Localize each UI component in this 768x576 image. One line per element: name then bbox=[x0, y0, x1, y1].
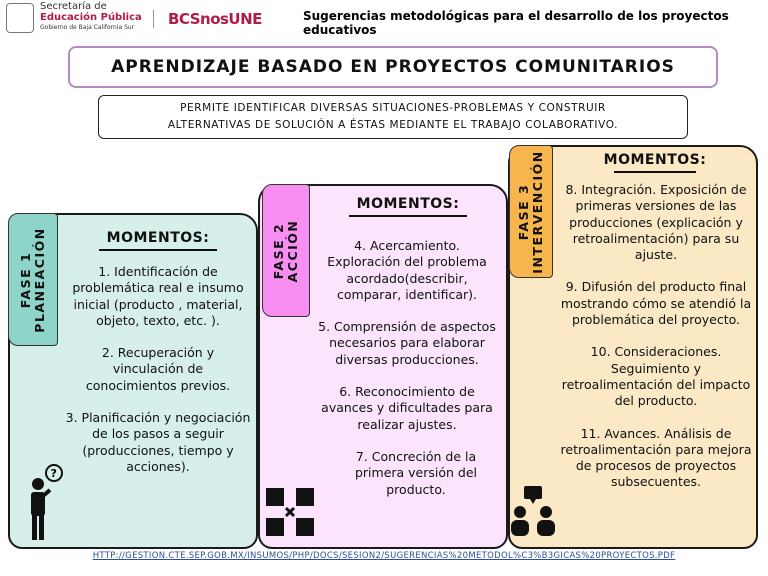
moment-item: 7. Concreción de la primera versión del producto. bbox=[354, 448, 478, 497]
moment-item: 11. Avances. Análisis de retroalimentación para mejora de procesos de proyectos subsecuentes. bbox=[560, 425, 752, 490]
org-line-3: Gobierno de Baja California Sur bbox=[40, 24, 135, 31]
moment-item: 5. Comprensión de aspectos necesarios para elaborar diversas producciones. bbox=[318, 319, 496, 367]
header-divider bbox=[153, 10, 154, 28]
subtitle-line: PERMITE IDENTIFICAR DIVERSAS SITUACIONES-PROBLEMAS Y CONSTRUIR bbox=[180, 102, 606, 114]
heading-underline bbox=[614, 171, 696, 173]
moments-heading: MOMENTOS: bbox=[106, 230, 210, 246]
moment-item: 6. Reconocimiento de avances y dificultades para realizar ajustes. bbox=[321, 384, 493, 432]
org-line-1: Secretaría de bbox=[40, 1, 107, 12]
phase-2-tab bbox=[262, 184, 310, 317]
moment-item: 1. Identificación de problemática real e insumo inicial (producto , material, objeto, texto, etc. ). bbox=[72, 264, 244, 328]
puzzle-arrows-icon bbox=[262, 484, 318, 540]
subtitle-box bbox=[98, 95, 688, 139]
main-title: APRENDIZAJE BASADO EN PROYECTOS COMUNITARIOS bbox=[68, 46, 718, 88]
svg-text:?: ? bbox=[50, 467, 57, 480]
subtitle-line: ALTERNATIVAS DE SOLUCIÓN A ÉSTAS MEDIANTE EL TRABAJO COLABORATIVO. bbox=[167, 119, 619, 131]
moment-item: 4. Acercamiento. Exploración del problema acordado(describir, comparar, identificar). bbox=[327, 238, 487, 302]
government-seal-logo bbox=[6, 3, 34, 33]
phase-name: INTERVENCIÓN bbox=[530, 149, 545, 274]
phase-label: FASE 2 bbox=[271, 222, 286, 279]
document-header-title: Sugerencias metodológicas para el desarrollo de los proyectos educativos bbox=[303, 9, 729, 37]
phase-label: FASE 3 bbox=[516, 183, 531, 240]
brand-logo: BCSnosUNE bbox=[168, 10, 262, 28]
moments-heading: MOMENTOS: bbox=[603, 152, 707, 168]
phase-name: PLANEACIÓN bbox=[32, 226, 47, 333]
heading-underline bbox=[349, 215, 467, 217]
moment-item: 2. Recuperación y vinculación de conocimientos previos. bbox=[85, 345, 231, 393]
phase-3-tab bbox=[509, 145, 553, 278]
moments-heading: MOMENTOS: bbox=[356, 196, 460, 212]
team-discussion-icon bbox=[508, 484, 558, 540]
phase-name: ACCIÓN bbox=[285, 219, 300, 282]
moment-item: 10. Consideraciones. Seguimiento y retroalimentación del impacto del producto. bbox=[561, 344, 751, 409]
moment-item: 9. Difusión del producto final mostrando cómo se atendió la problemática del proyecto. bbox=[560, 279, 752, 328]
moment-item: 3. Planificación y negociación de los pasos a seguir (producciones, tiempo y acciones). bbox=[65, 410, 251, 474]
thinking-person-icon bbox=[22, 462, 64, 542]
phase-1-tab bbox=[8, 213, 58, 346]
phase-label: FASE 1 bbox=[18, 251, 33, 308]
heading-underline bbox=[99, 249, 217, 251]
moment-item: 8. Integración. Exposición de primeras versiones de las producciones (explicación y retroalimentación) para su ajuste. bbox=[565, 182, 747, 263]
org-line-2: Educación Pública bbox=[40, 12, 142, 23]
source-link[interactable]: HTTP://GESTION.CTE.SEP.GOB.MX/INSUMOS/PHP/DOCS/SESION2/SUGERENCIAS%20METODOL%C3%B3GICAS%20PROYECTOS.PDF bbox=[92, 551, 676, 561]
